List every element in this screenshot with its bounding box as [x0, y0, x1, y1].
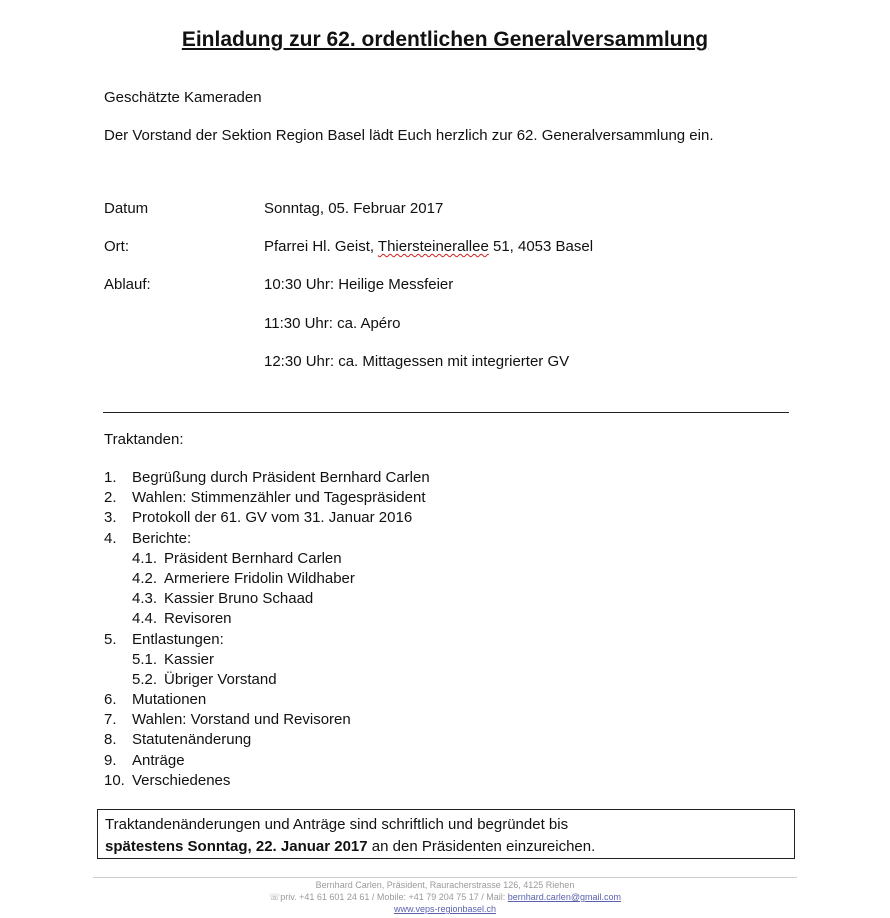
agenda-text: Berichte: — [132, 529, 192, 547]
deadline-notice-box — [97, 809, 795, 859]
program-item: 12:30 Uhr: ca. Mittagessen mit integrierter GV — [264, 353, 570, 370]
agenda-number: 4.2. — [132, 569, 158, 587]
agenda-number: 4.3. — [132, 590, 158, 608]
agenda-number: 5.1. — [132, 650, 158, 668]
agenda-number: 6. — [104, 691, 117, 709]
agenda-text: Anträge — [132, 751, 185, 769]
agenda-number: 2. — [104, 489, 117, 507]
program-label: Ablauf: — [104, 276, 151, 293]
notice-deadline: spätestens Sonntag, 22. Januar 2017 — [105, 838, 368, 855]
agenda-number: 1. — [104, 469, 117, 486]
agenda-text: Verschiedenes — [132, 771, 231, 789]
notice-line-2 — [105, 838, 595, 855]
agenda-text: Kassier Bruno Schaad — [164, 590, 314, 608]
agenda-text: Mutationen — [132, 691, 207, 709]
agenda-text: Armeriere Fridolin Wildhaber — [164, 569, 355, 587]
greeting: Geschätzte Kameraden — [104, 89, 262, 106]
place-label: Ort: — [104, 238, 129, 255]
agenda-text: Wahlen: Stimmenzähler und Tagespräsident — [132, 489, 426, 507]
place-value — [264, 238, 593, 255]
place-prefix: Pfarrei Hl. Geist, — [264, 238, 378, 255]
website-link[interactable]: www.veps-regionbasel.ch — [393, 904, 497, 914]
notice-line-2-rest: an den Präsidenten einzureichen. — [367, 838, 596, 855]
date-value: Sonntag, 05. Februar 2017 — [264, 200, 444, 217]
agenda-number: 5.2. — [132, 670, 158, 688]
place-suffix: 51, 4053 Basel — [488, 238, 594, 255]
footer-contact-text: priv. +41 61 601 24 61 / Mobile: +41 79 204 75 17 / Mail: — [280, 892, 508, 902]
date-label: Datum — [104, 200, 149, 217]
email-link[interactable]: bernhard.carlen@gmail.com — [507, 892, 621, 902]
agenda-text: Entlastungen: — [132, 630, 224, 648]
footer-contact — [0, 892, 890, 903]
agenda-text: Präsident Bernhard Carlen — [164, 549, 342, 567]
agenda-text: Revisoren — [164, 610, 232, 628]
agenda-text: Übriger Vorstand — [164, 670, 277, 688]
agenda-number: 4. — [104, 529, 117, 547]
agenda-number: 10. — [104, 771, 125, 789]
footer-divider — [93, 877, 797, 878]
agenda-text: Kassier — [164, 650, 215, 668]
place-street: Thiersteinerallee — [377, 238, 489, 255]
agenda-heading: Traktanden: — [104, 431, 184, 448]
intro-paragraph: Der Vorstand der Sektion Region Basel lädt Euch herzlich zur 62. Generalversammlung ein. — [104, 127, 714, 144]
agenda-number: 3. — [104, 509, 117, 527]
agenda-number: 7. — [104, 711, 117, 729]
footer-address: Bernhard Carlen, Präsident, Rauracherstrasse 126, 4125 Riehen — [315, 880, 575, 890]
agenda-number: 9. — [104, 751, 117, 769]
agenda-number: 8. — [104, 731, 117, 749]
program-item: 10:30 Uhr: Heilige Messfeier — [264, 276, 454, 293]
agenda-number: 4.4. — [132, 610, 158, 628]
agenda-text: Wahlen: Vorstand und Revisoren — [132, 711, 351, 729]
agenda-text: Statutenänderung — [132, 731, 252, 749]
notice-line-1: Traktandenänderungen und Anträge sind schriftlich und begründet bis — [105, 816, 569, 833]
agenda-text: Begrüßung durch Präsident Bernhard Carlen — [132, 469, 430, 486]
program-item: 11:30 Uhr: ca. Apéro — [264, 315, 401, 332]
agenda-number: 5. — [104, 630, 117, 648]
section-divider — [103, 412, 789, 413]
agenda-number: 4.1. — [132, 549, 158, 567]
footer-website — [0, 904, 890, 914]
agenda-text: Protokoll der 61. GV vom 31. Januar 2016 — [132, 509, 413, 527]
document-title: Einladung zur 62. ordentlichen Generalversammlung — [181, 28, 709, 51]
phone-icon: ☏ — [269, 892, 281, 902]
